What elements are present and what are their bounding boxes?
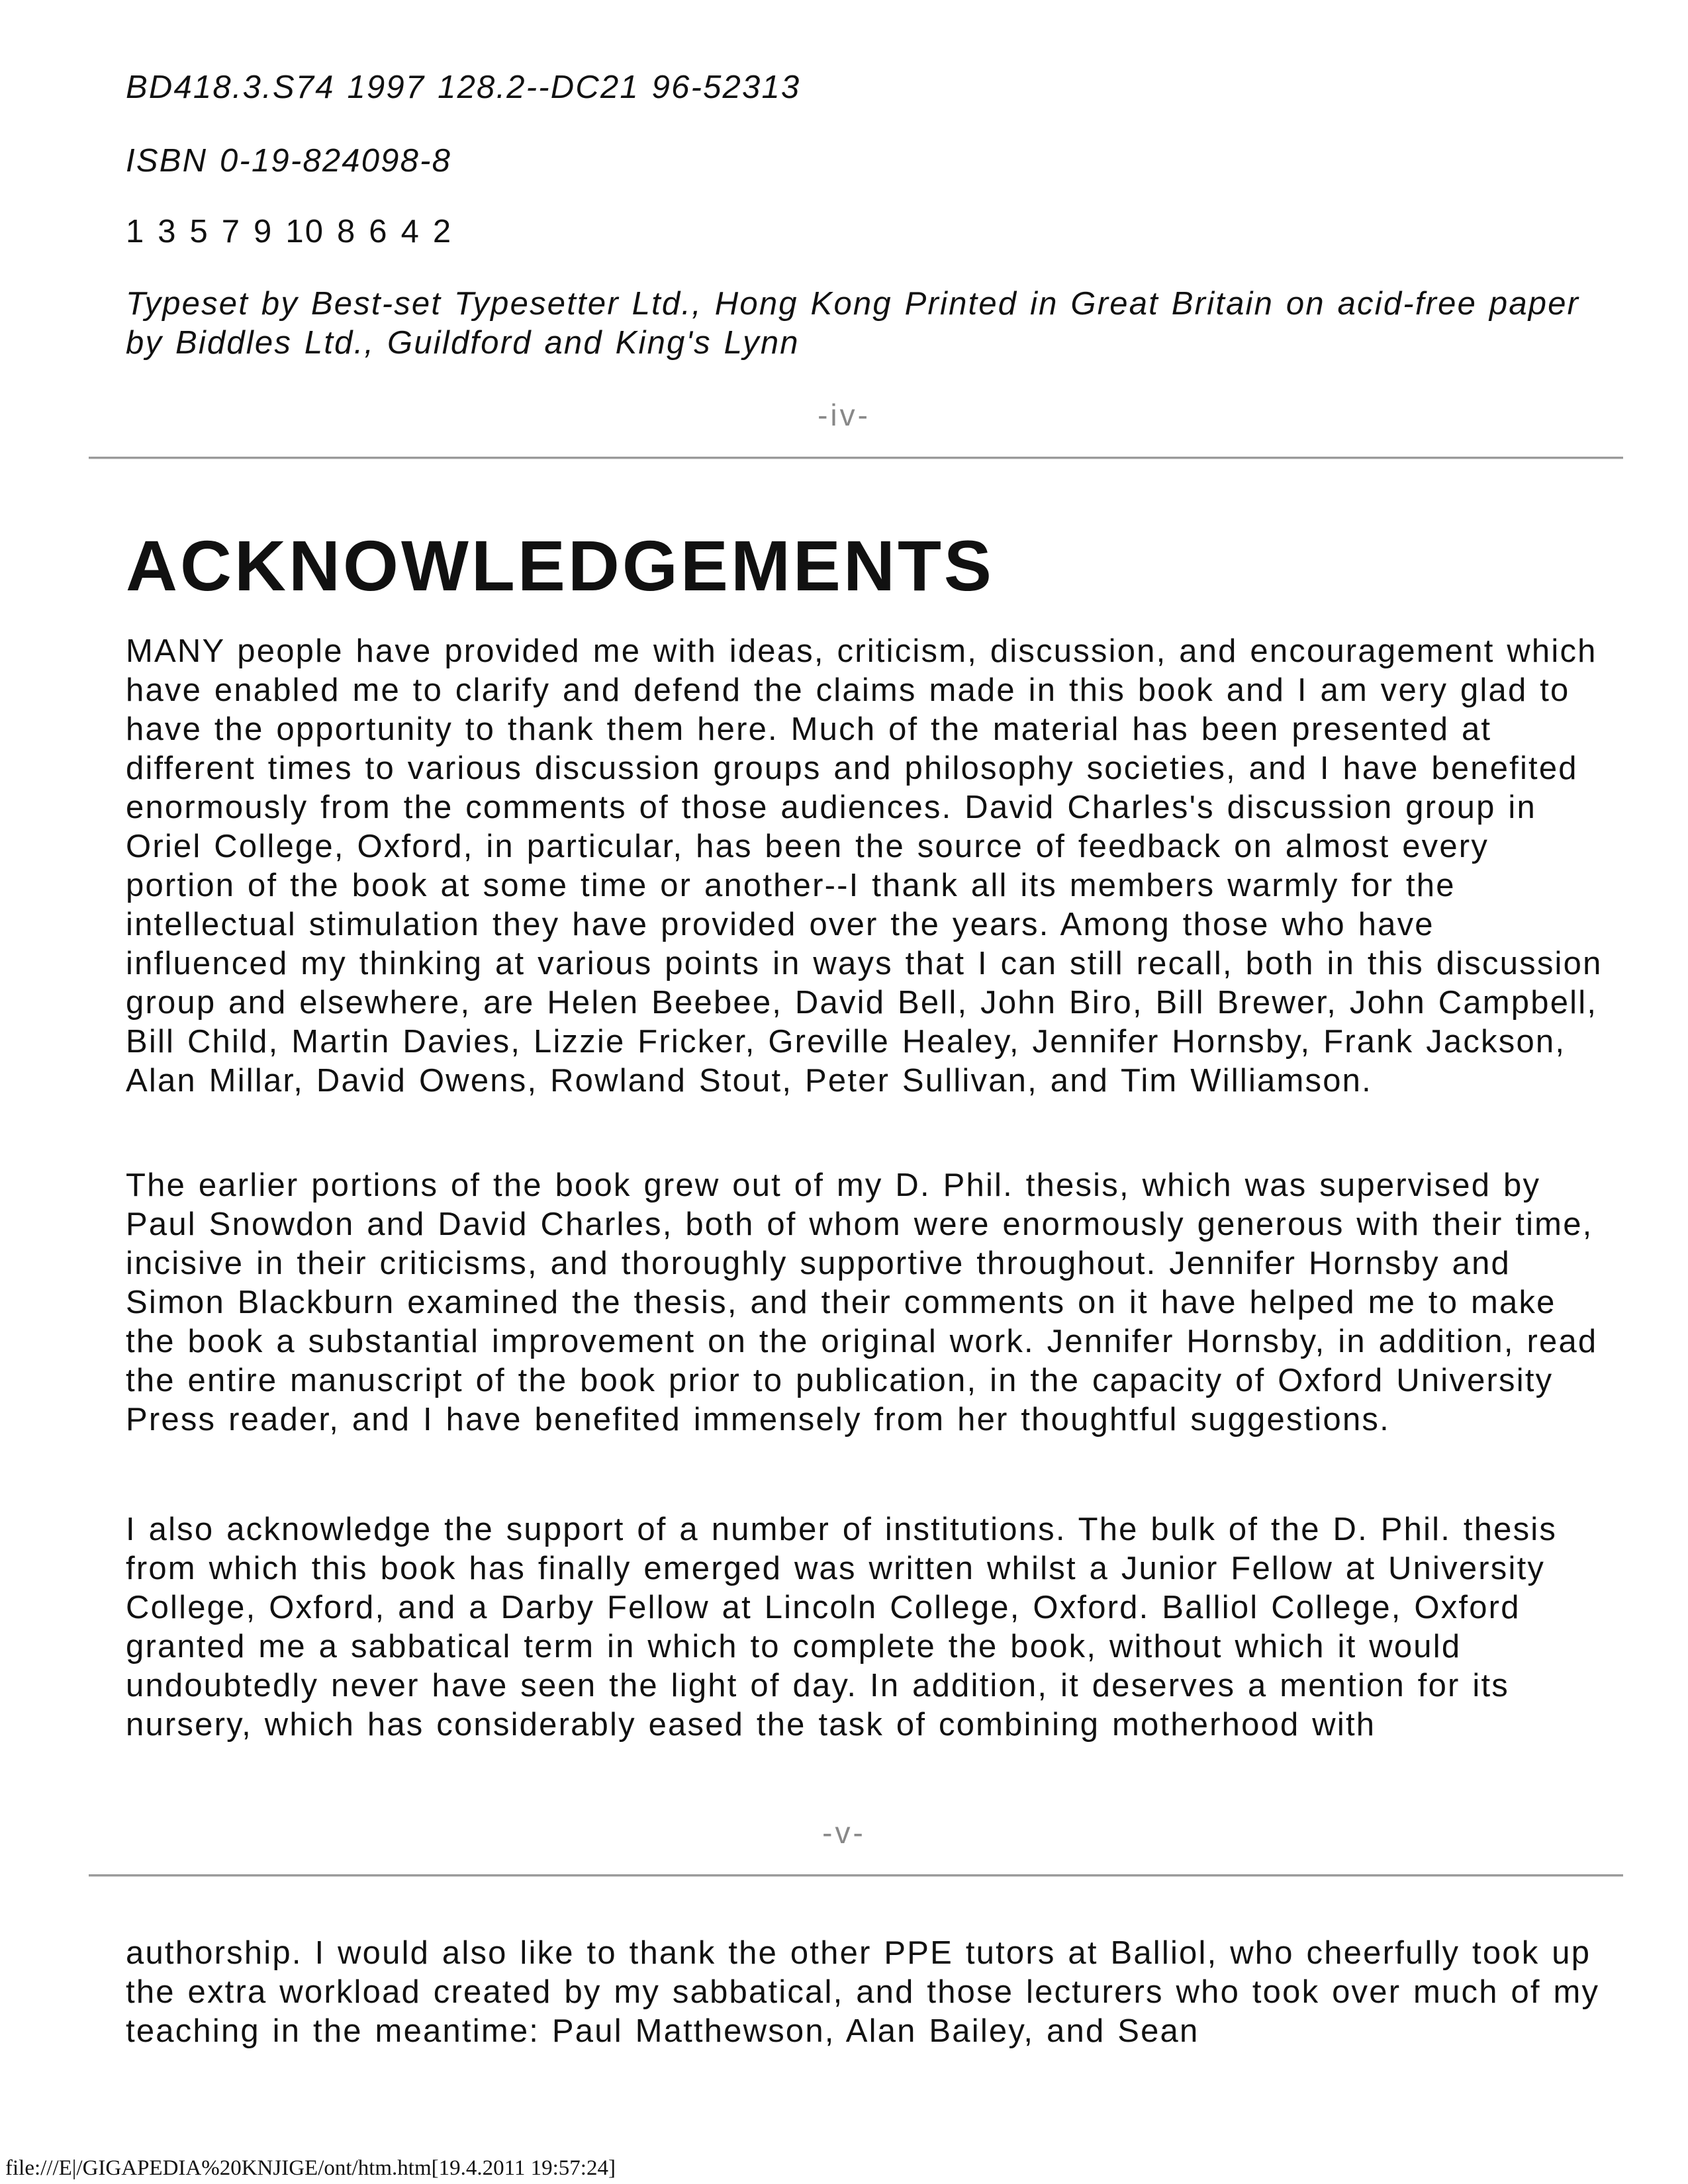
print-line: 1 3 5 7 9 10 8 6 4 2: [126, 214, 453, 250]
page-number-v: -v-: [822, 1815, 866, 1850]
acknowledgements-paragraph-3: I also acknowledge the support of a number of institutions. The bulk of the D. Phil. thesis from which this book has finally emerged was written whilst a Junior Fellow at University College, Oxford, and a Darby Fellow at Lincoln College, Oxford. Balliol College, Oxford granted me a sabbatical term in which to complete the book, without which it would undoubtedly never have seen the light of day. In addition, it deserves a mention for its nursery, which has considerably eased the task of combining motherhood with: [126, 1512, 1558, 1743]
acknowledgements-paragraph-2: The earlier portions of the book grew out of my D. Phil. thesis, which was supervised by Paul Snowdon and David Charles, both of whom were enormously generous with their time, incisive in their criticisms, and thoroughly supportive throughout. Jennifer Hornsby and Simon Blackburn examined the thesis, and their comments on it have helped me to make the book a substantial improvement on the original work. Jennifer Hornsby, in addition, read the entire manuscript of the book prior to publication, in the capacity of Oxford University Press reader, and I have benefited immensely from her thoughtful suggestions.: [126, 1167, 1598, 1437]
classification-line: BD418.3.S74 1997 128.2--DC21 96-52313: [126, 69, 801, 105]
page-divider: [89, 457, 1623, 459]
acknowledgements-continuation: authorship. I would also like to thank the other PPE tutors at Balliol, who cheerfully took up the extra workload created by my sabbatical, and those lecturers who took over much of my teaching in the meantime: Paul Matthewson, Alan Bailey, and Sean: [126, 1935, 1600, 2049]
file-path-footer: file:///E|/GIGAPEDIA%20KNJIGE/ont/htm.htm[19.4.2011 19:57:24]: [5, 2156, 616, 2180]
page-number-iv: -iv-: [818, 398, 870, 432]
acknowledgements-heading: ACKNOWLEDGEMENTS: [126, 525, 994, 606]
typeset-note: Typeset by Best-set Typesetter Ltd., Hong Kong Printed in Great Britain on acid-free paper by Biddles Ltd., Guildford and King's Lynn: [126, 286, 1580, 361]
isbn-line: ISBN 0-19-824098-8: [126, 143, 452, 179]
page-divider: [89, 1874, 1623, 1877]
acknowledgements-paragraph-1: MANY people have provided me with ideas, criticism, discussion, and encouragement which have enabled me to clarify and defend the claims made in this book and I am very glad to have the opportunity to thank them here. Much of the material has been presented at different times to various discussion groups and philosophy societies, and I have benefited enormously from the comments of those audiences. David Charles's discussion group in Oriel College, Oxford, in particular, has been the source of feedback on almost every portion of the book at some time or another--I thank all its members warmly for the intellectual stimulation they have provided over the years. Among those who have influenced my thinking at various points in ways that I can still recall, both in this discussion group and elsewhere, are Helen Beebee, David Bell, John Biro, Bill Brewer, John Campbell, Bill Child, Martin Davies, Lizzie Fricker, Greville Healey, Jennifer Hornsby, Frank Jackson, Alan Millar, David Owens, Rowland Stout, Peter Sullivan, and Tim Williamson.: [126, 633, 1603, 1099]
